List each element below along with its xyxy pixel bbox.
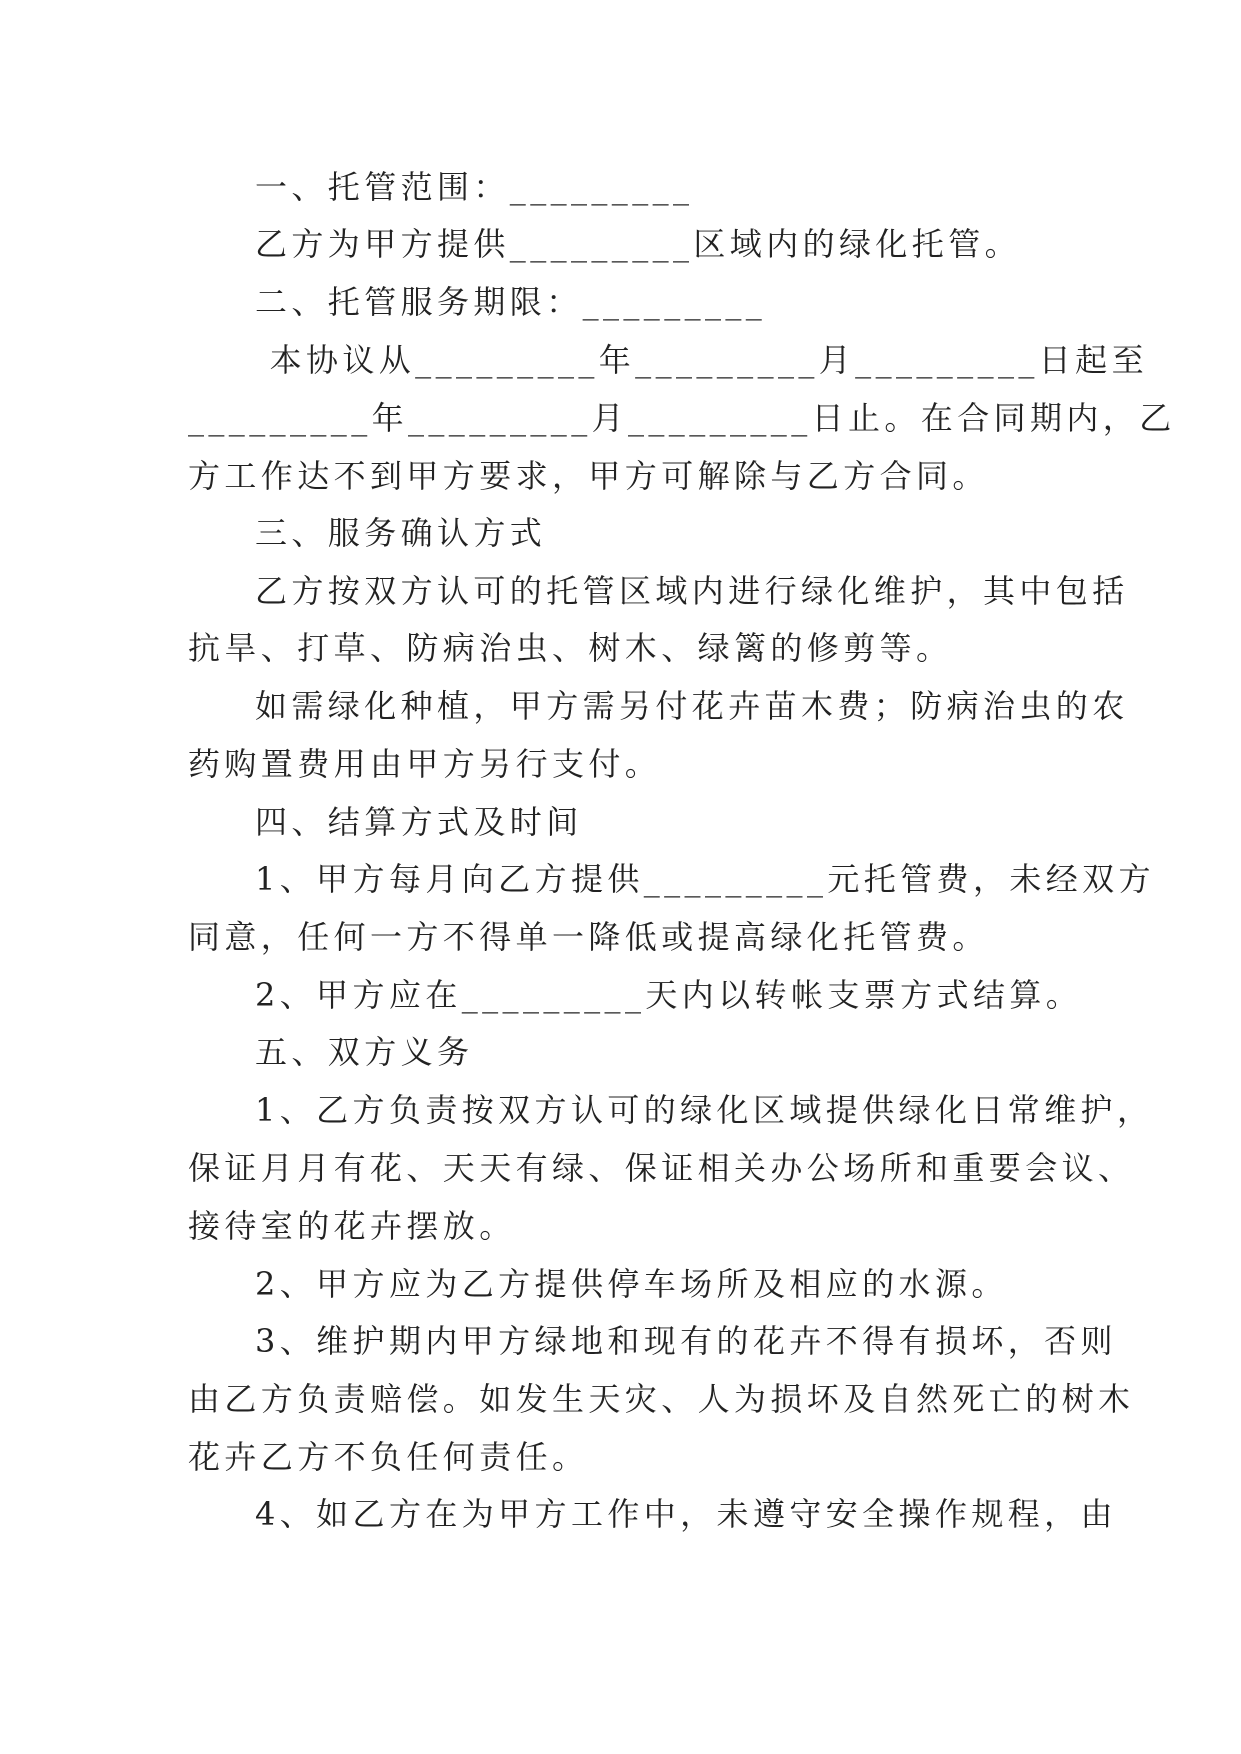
paragraph-line: _________年_________月_________日止。在合同期内，乙 xyxy=(188,399,1176,437)
paragraph-line: 同意，任何一方不得单一降低或提高绿化托管费。 xyxy=(188,918,989,956)
paragraph-line: 本协议从_________年_________月_________日起至 xyxy=(255,341,1148,379)
paragraph-line: 4、如乙方在为甲方工作中，未遵守安全操作规程，由 xyxy=(255,1495,1117,1533)
section-3-heading: 三、服务确认方式 xyxy=(255,514,547,552)
section-5-heading: 五、双方义务 xyxy=(255,1033,474,1071)
section-2-heading: 二、托管服务期限：_________ xyxy=(255,283,767,321)
paragraph-line: 接待室的花卉摆放。 xyxy=(188,1207,516,1245)
section-4-heading: 四、结算方式及时间 xyxy=(255,803,583,841)
paragraph-line: 1、乙方负责按双方认可的绿化区域提供绿化日常维护， xyxy=(255,1091,1154,1129)
paragraph-line: 1、甲方每月向乙方提供_________元托管费，未经双方 xyxy=(255,860,1155,898)
section-1-heading: 一、托管范围：_________ xyxy=(255,168,694,206)
paragraph-line: 花卉乙方不负任何责任。 xyxy=(188,1438,589,1476)
paragraph-line: 保证月月有花、天天有绿、保证相关办公场所和重要会议、 xyxy=(188,1149,1135,1187)
paragraph-line: 2、甲方应在_________天内以转帐支票方式结算。 xyxy=(255,976,1083,1014)
paragraph-line: 药购置费用由甲方另行支付。 xyxy=(188,745,662,783)
paragraph-line: 抗旱、打草、防病治虫、树木、绿篱的修剪等。 xyxy=(188,629,953,667)
paragraph-line: 由乙方负责赔偿。如发生天灾、人为损坏及自然死亡的树木 xyxy=(188,1380,1135,1418)
paragraph-line: 乙方为甲方提供_________区域内的绿化托管。 xyxy=(255,225,1022,263)
paragraph-line: 如需绿化种植，甲方需另付花卉苗木费；防病治虫的农 xyxy=(255,687,1129,725)
paragraph-line: 乙方按双方认可的托管区域内进行绿化维护，其中包括 xyxy=(255,572,1129,610)
paragraph-line: 3、维护期内甲方绿地和现有的花卉不得有损坏，否则 xyxy=(255,1322,1117,1360)
paragraph-line: 方工作达不到甲方要求，甲方可解除与乙方合同。 xyxy=(188,457,989,495)
paragraph-line: 2、甲方应为乙方提供停车场所及相应的水源。 xyxy=(255,1265,1008,1303)
